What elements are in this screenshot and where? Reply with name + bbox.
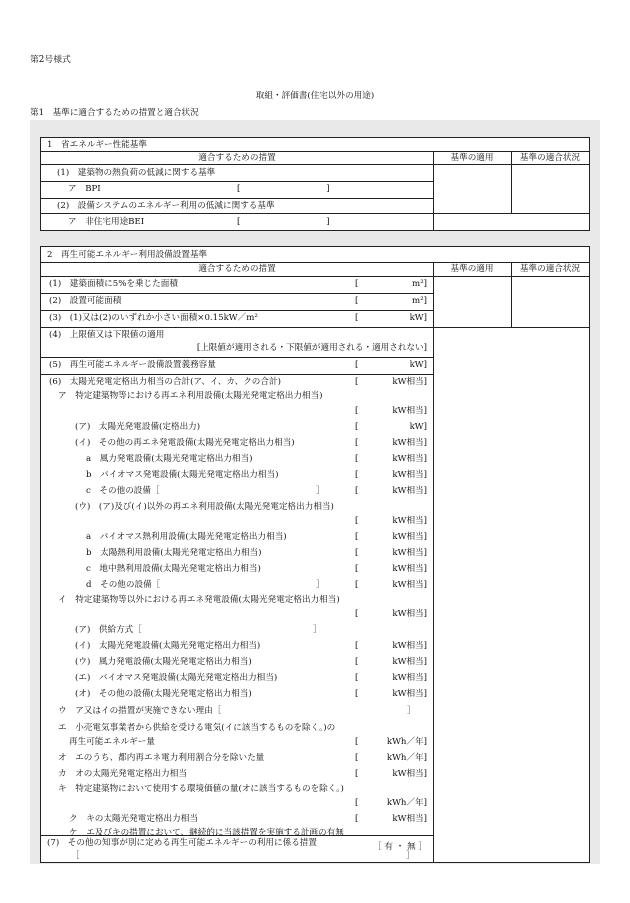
form-number: 第2号様式 (30, 55, 71, 65)
header-status: 基準の適合状況 (519, 153, 581, 163)
part2-row-label: ク キの太陽光発電定格出力相当 (69, 814, 198, 824)
bpi-value-field[interactable]: [ ] (237, 184, 330, 194)
header-measures: 適合するための措置 (198, 153, 276, 163)
bracket-close: ］ (316, 580, 325, 590)
part2-row-label: イ 特定建築物等以外における再エネ発電設備(太陽光発電定格出力相当) (58, 595, 340, 605)
unit-label: kW] (409, 360, 427, 370)
part2-row-label: c 地中熱利用設備(太陽光発電定格出力相当) (86, 564, 261, 574)
unit-label: kW相当] (392, 609, 427, 619)
value-field[interactable]: [ (355, 532, 359, 542)
unit-label: kWh／年] (386, 798, 427, 808)
unit-label: m²] (412, 279, 427, 289)
part2-row-label: (7) その他の知事が別に定める再生可能エネルギーの利用に係る措置 (47, 838, 317, 848)
value-field[interactable]: [ (355, 609, 359, 619)
part2-row-label: 再生可能エネルギー量 (69, 737, 155, 747)
unit-label: kW相当] (392, 516, 427, 526)
unit-label: kW相当] (392, 673, 427, 683)
part2-row-label: エ 小売電気事業者から供給を受ける電気(イに該当するものを除く。)の (58, 723, 336, 733)
unit-label: kW相当] (392, 486, 427, 496)
part2-row-label: カ オの太陽光発電定格出力相当 (58, 769, 187, 779)
part2-row-label: ［ (71, 851, 80, 861)
unit-label: kW相当] (392, 814, 427, 824)
value-field[interactable]: [ (355, 516, 359, 526)
value-field[interactable]: [ (355, 689, 359, 699)
value-field[interactable]: [ (355, 470, 359, 480)
part2-row-label: (ア) 供給方式［ (75, 625, 142, 635)
unit-label: kW相当] (392, 641, 427, 651)
value-field[interactable]: [ (355, 313, 359, 323)
choice-field[interactable]: ［ 有 ・ 無 ］ (373, 842, 427, 852)
value-field[interactable]: [ (355, 454, 359, 464)
part2-row-label: c その他の設備［ (86, 486, 160, 496)
part2-row-label: (6) 太陽光発電定格出力相当の合計(ア、イ、カ、クの合計) (49, 377, 281, 387)
part2-row-label: (ア) 太陽光発電設備(定格出力) (75, 422, 201, 432)
bracket-close: ］ (316, 486, 325, 496)
value-field[interactable]: [ (355, 279, 359, 289)
value-field[interactable]: [ (355, 753, 359, 763)
part2-row-label: (3) (1)又は(2)のいずれか小さい面積×0.15kW／m² (49, 313, 258, 323)
unit-label: kW相当] (392, 377, 427, 387)
value-field[interactable]: [ (355, 377, 359, 387)
part2-row-label: (イ) 太陽光発電設備(太陽光発電定格出力相当) (75, 641, 261, 651)
part2-row-label: (2) 設置可能面積 (49, 296, 122, 306)
part2-row-label: (オ) その他の設備(太陽光発電定格出力相当) (75, 689, 252, 699)
header-applicable: 基準の適用 (450, 264, 494, 274)
part1-row-2: ア BPI (68, 184, 101, 194)
unit-label: kW相当] (392, 689, 427, 699)
document-title: 取組・評価書(住宅以外の用途) (255, 91, 375, 101)
value-field[interactable]: [ (355, 737, 359, 747)
part2-row-label: (5) 再生可能エネルギー設備設置義務容量 (49, 360, 216, 370)
value-field[interactable]: [ (355, 580, 359, 590)
unit-label: kW相当] (392, 769, 427, 779)
unit-label: kW相当] (392, 532, 427, 542)
unit-label: m²] (412, 296, 427, 306)
bei-value-field[interactable]: [ ] (237, 217, 330, 227)
value-field[interactable]: [ (355, 798, 359, 808)
value-field[interactable]: [ (355, 548, 359, 558)
part2-title: 2 再生可能エネルギー利用設備設置基準 (47, 250, 208, 260)
unit-label: kW相当] (392, 564, 427, 574)
part2-row-label: (1) 建築面積に5%を乗じた面積 (49, 279, 178, 289)
part2-row-label: ウ ア又はイの措置が実施できない理由［ (58, 706, 222, 716)
value-field[interactable]: [ (355, 486, 359, 496)
value-field[interactable]: [ (355, 769, 359, 779)
unit-label: kW相当] (392, 470, 427, 480)
value-field[interactable]: [ (355, 406, 359, 416)
unit-label: kW相当] (392, 580, 427, 590)
unit-label: kW相当] (392, 438, 427, 448)
part1-row-3: (2) 設備システムのエネルギー利用の低減に関する基準 (57, 201, 275, 211)
value-field[interactable]: [ (355, 296, 359, 306)
part2-row-label: オ エのうち、都内再エネ電力利用割合分を除いた量 (58, 753, 265, 763)
part2-row-label: ア 特定建築物等における再エネ利用設備(太陽光発電定格出力相当) (58, 391, 323, 401)
part2-row-label: (イ) その他の再エネ発電設備(太陽光発電定格出力相当) (75, 438, 295, 448)
unit-label: kW] (409, 313, 427, 323)
part2-row-label: (4) 上限値又は下限値の適用 (49, 330, 165, 340)
part2-row-label: b バイオマス発電設備(太陽光発電定格出力相当) (86, 470, 279, 480)
part2-row-label: a 風力発電設備(太陽光発電定格出力相当) (86, 454, 253, 464)
part1-row-1: (1) 建築物の熱負荷の低減に関する基準 (57, 168, 216, 178)
value-field[interactable]: [ (355, 360, 359, 370)
unit-label: kW相当] (392, 657, 427, 667)
value-field[interactable]: [ (355, 814, 359, 824)
unit-label: kW相当] (392, 548, 427, 558)
part2-row-label: キ 特定建築物において使用する環境価値の量(オに該当するものを除く。) (58, 784, 344, 794)
value-field[interactable]: [ (355, 438, 359, 448)
value-field[interactable]: [ (355, 641, 359, 651)
bracket-close: ］ (406, 851, 415, 861)
choice-field[interactable]: [上限値が適用される・下限値が適用される・適用されない] (196, 343, 427, 353)
part2-row-label: (エ) バイオマス発電設備(太陽光発電定格出力相当) (75, 673, 278, 683)
part2-row-label: ケ エ及びキの措置において、継続的に当該措置を実施する計画の有無 (69, 828, 344, 838)
part2-row-label: b 太陽熱利用設備(太陽光発電定格出力相当) (86, 548, 262, 558)
value-field[interactable]: [ (355, 673, 359, 683)
unit-label: kW相当] (392, 406, 427, 416)
unit-label: kW相当] (392, 454, 427, 464)
value-field[interactable]: [ (355, 564, 359, 574)
unit-label: kWh／年] (386, 737, 427, 747)
header-measures: 適合するための措置 (198, 264, 276, 274)
bracket-close: ］ (407, 706, 416, 716)
part2-table (40, 246, 590, 863)
part1-table (40, 137, 590, 231)
bracket-close: ］ (313, 625, 322, 635)
unit-label: kW] (409, 422, 427, 432)
value-field[interactable]: [ (355, 657, 359, 667)
part2-row-label: a バイオマス熱利用設備(太陽光発電定格出力相当) (86, 532, 287, 542)
header-applicable: 基準の適用 (450, 153, 494, 163)
unit-label: kWh／年] (386, 753, 427, 763)
part1-row-4: ア 非住宅用途BEI (68, 217, 145, 227)
section-heading: 第1 基準に適合するための措置と適合状況 (30, 108, 199, 118)
part2-row-label: (ウ) (ア)及び(イ)以外の再エネ利用設備(太陽光発電定格出力相当) (75, 502, 334, 512)
part2-row-label: d その他の設備［ (86, 580, 161, 590)
part1-title: 1 省エネルギー性能基準 (47, 140, 147, 150)
part2-row-label: (ウ) 風力発電設備(太陽光発電定格出力相当) (75, 657, 252, 667)
value-field[interactable]: [ (355, 422, 359, 432)
header-status: 基準の適合状況 (519, 264, 581, 274)
